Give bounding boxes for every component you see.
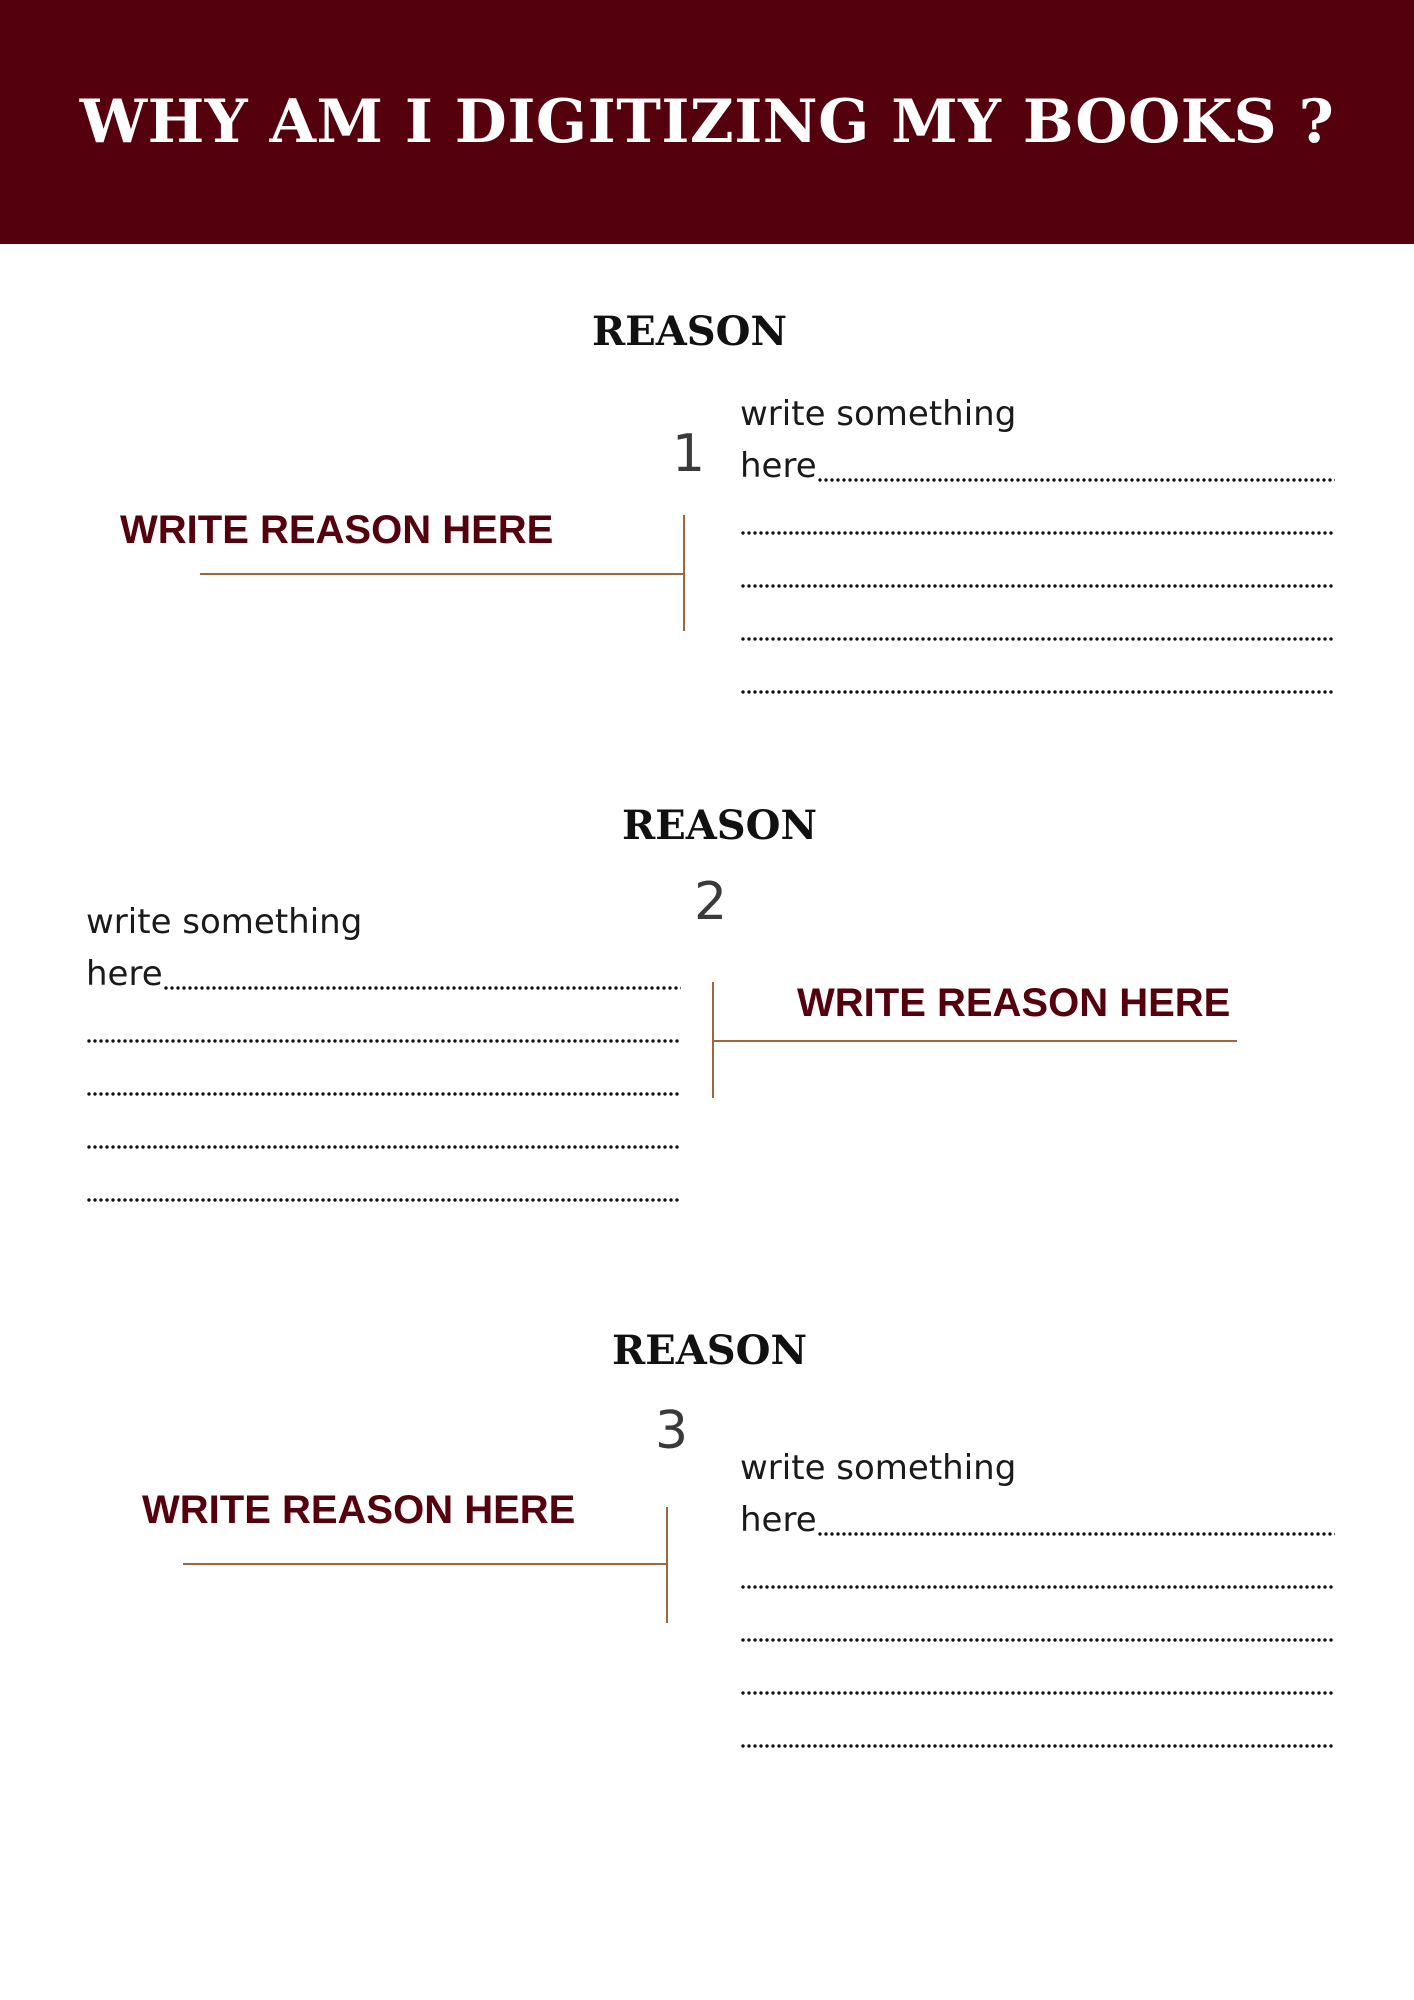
- page-title: WHY AM I DIGITIZING MY BOOKS ?: [79, 87, 1335, 157]
- reason-3-heading: REASON: [612, 1327, 808, 1374]
- dotted-line: [163, 971, 681, 991]
- reason-3-prompt-second: here: [740, 1500, 817, 1540]
- dotted-line: [86, 1130, 681, 1150]
- reason-2-heading: REASON: [622, 802, 818, 849]
- reason-1-title: WRITE REASON HERE: [120, 508, 554, 552]
- dotted-line: [817, 1517, 1335, 1537]
- reason-2-prompt-second: here: [86, 954, 163, 994]
- reason-1-line-4[interactable]: [740, 599, 1335, 652]
- reason-2-prompt-first: write something: [86, 902, 363, 942]
- reason-3-line-2[interactable]: [740, 1547, 1335, 1600]
- dotted-line: [740, 1570, 1335, 1590]
- dotted-line: [740, 569, 1335, 589]
- dotted-line: [740, 1623, 1335, 1643]
- reason-2-write-area[interactable]: [86, 896, 681, 1213]
- reason-3-prompt-first: write something: [740, 1448, 1017, 1488]
- reason-3-line-3[interactable]: [740, 1600, 1335, 1653]
- reason-2-number: 2: [694, 872, 728, 932]
- reason-1-line-2[interactable]: [740, 493, 1335, 546]
- reason-2-line-4[interactable]: [86, 1107, 681, 1160]
- reason-1-line-1[interactable]: [740, 440, 1335, 493]
- dotted-line: [86, 1183, 681, 1203]
- reason-1-number: 1: [672, 424, 706, 484]
- reason-3-title: WRITE REASON HERE: [142, 1488, 576, 1532]
- reason-2-underline: [713, 1040, 1237, 1042]
- reason-2-line-1[interactable]: [86, 948, 681, 1001]
- reason-3-number: 3: [655, 1401, 689, 1461]
- dotted-line: [817, 463, 1335, 483]
- reason-1-line-5[interactable]: [740, 652, 1335, 705]
- dotted-line: [740, 516, 1335, 536]
- reason-1-write-area[interactable]: [740, 388, 1335, 705]
- reason-3-underline: [183, 1563, 667, 1565]
- reason-2-line-3[interactable]: [86, 1054, 681, 1107]
- reason-1-divider: [683, 515, 685, 631]
- dotted-line: [86, 1024, 681, 1044]
- dotted-line: [740, 1729, 1335, 1749]
- reason-2-line-5[interactable]: [86, 1160, 681, 1213]
- dotted-line: [740, 675, 1335, 695]
- reason-1-line-3[interactable]: [740, 546, 1335, 599]
- reason-3-line-5[interactable]: [740, 1706, 1335, 1759]
- reason-2-title: WRITE REASON HERE: [797, 981, 1231, 1025]
- reason-1-prompt-second: here: [740, 446, 817, 486]
- reason-3-write-area[interactable]: [740, 1442, 1335, 1759]
- reason-2-line-2[interactable]: [86, 1001, 681, 1054]
- reason-1-heading: REASON: [592, 308, 788, 355]
- reason-3-divider: [666, 1507, 668, 1623]
- reason-1-underline: [200, 573, 684, 575]
- dotted-line: [740, 622, 1335, 642]
- reason-3-line-4[interactable]: [740, 1653, 1335, 1706]
- dotted-line: [86, 1077, 681, 1097]
- reason-1-prompt-first: write something: [740, 394, 1017, 434]
- dotted-line: [740, 1676, 1335, 1696]
- reason-3-line-1[interactable]: [740, 1494, 1335, 1547]
